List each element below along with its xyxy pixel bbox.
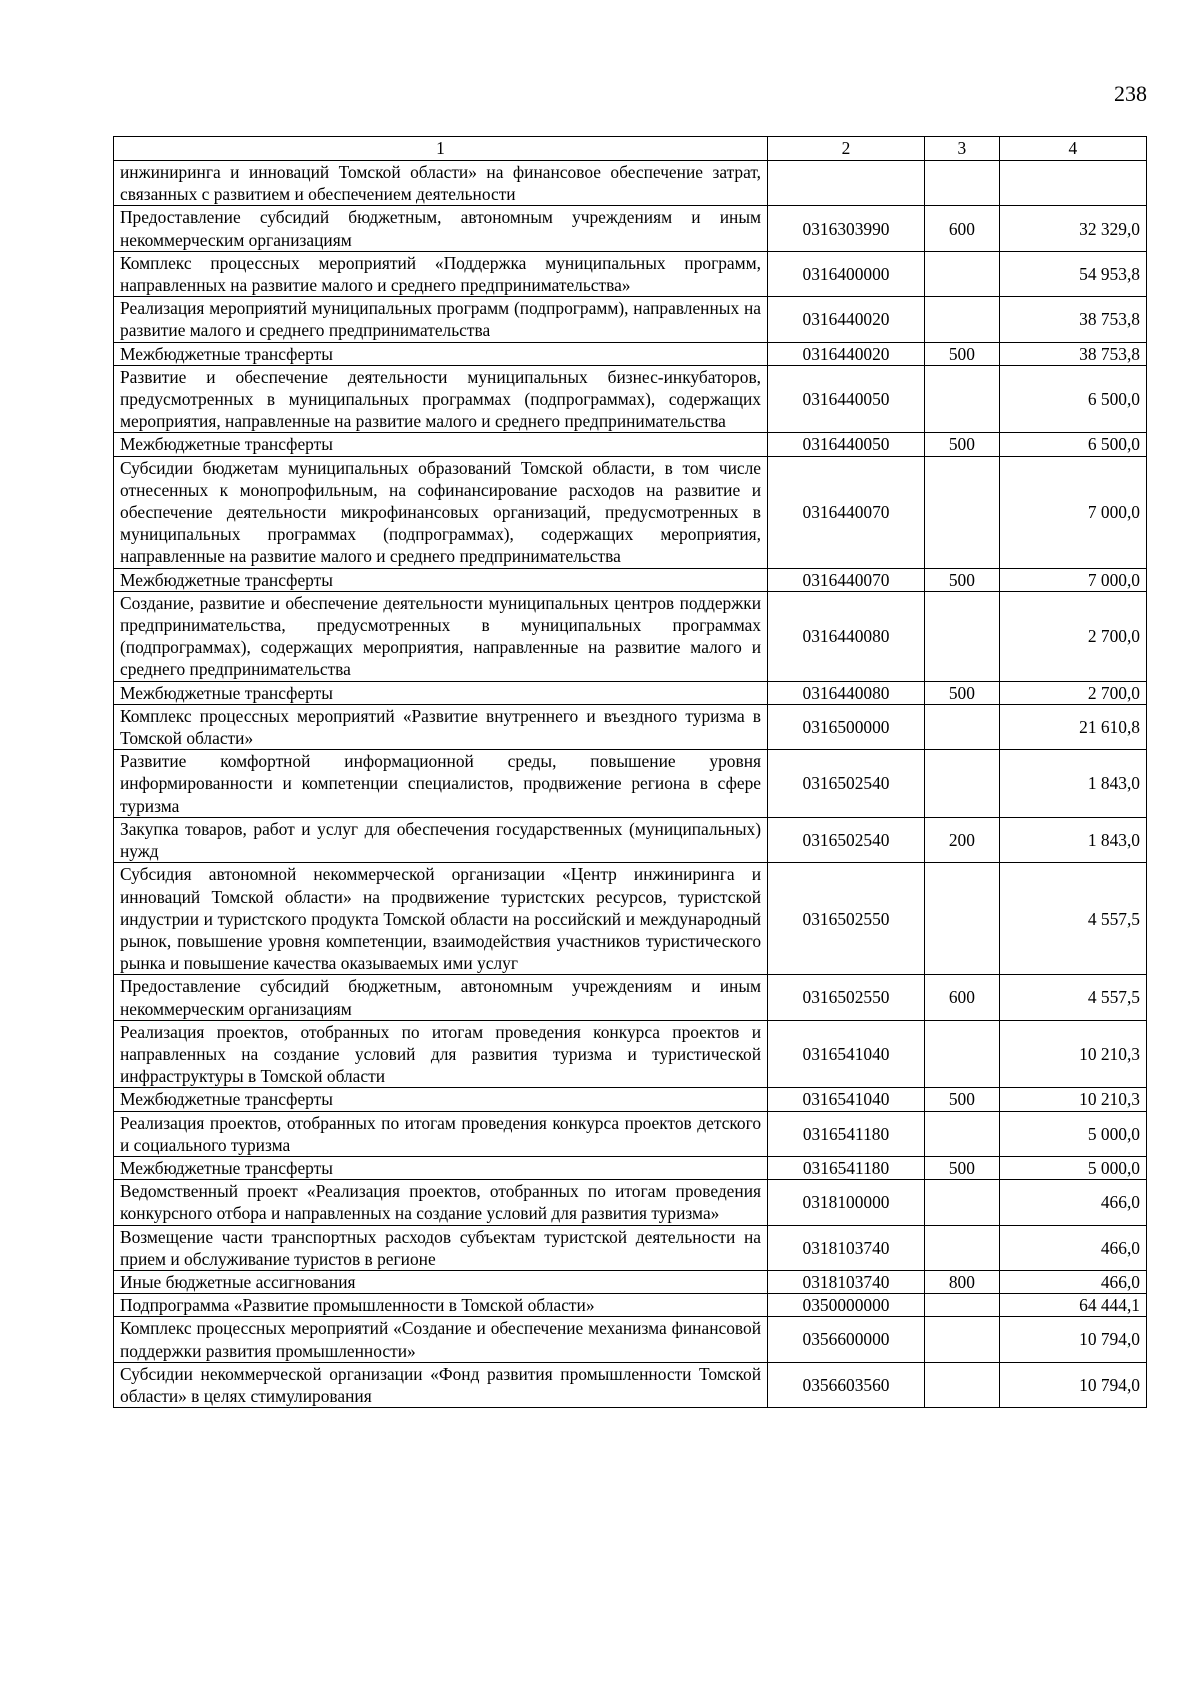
amount-cell: 1 843,0: [999, 817, 1146, 862]
row-name-cell: инжиниринга и инноваций Томской области» на финансовое обеспечение затрат, связанных с развитием и обеспечением деятельности: [114, 161, 768, 206]
code-cell: 0316440020: [768, 297, 925, 342]
expense-type-cell: [925, 1294, 1000, 1317]
table-row: [114, 297, 1147, 342]
table-row: [114, 975, 1147, 1020]
row-name-cell: Субсидия автономной некоммерческой организации «Центр инжиниринга и инноваций Томской области» на продвижение туристских ресурсов, туристской индустрии и туристского продукта Томской области на российский и международный рынок, повышение уровня компетенции, взаимодействия участников туристического рынка и повышение качества оказываемых ими услуг: [114, 863, 768, 975]
row-name-cell: Иные бюджетные ассигнования: [114, 1270, 768, 1293]
table-row: [114, 342, 1147, 365]
expense-type-cell: 600: [925, 206, 1000, 251]
expense-type-cell: 200: [925, 817, 1000, 862]
budget-table: [113, 136, 1147, 1408]
amount-cell: 64 444,1: [999, 1294, 1146, 1317]
amount-cell: 2 700,0: [999, 681, 1146, 704]
row-name-cell: Комплекс процессных мероприятий «Поддержка муниципальных программ, направленных на развитие малого и среднего предпринимательства»: [114, 251, 768, 296]
column-header: 1: [114, 137, 768, 161]
expense-type-cell: [925, 591, 1000, 681]
amount-cell: 5 000,0: [999, 1111, 1146, 1156]
table-row: [114, 1180, 1147, 1225]
amount-cell: 7 000,0: [999, 568, 1146, 591]
table-row: [114, 1111, 1147, 1156]
expense-type-cell: [925, 863, 1000, 975]
code-cell: 0318103740: [768, 1270, 925, 1293]
table-row: [114, 750, 1147, 818]
table-row: [114, 863, 1147, 975]
row-name-cell: Межбюджетные трансферты: [114, 342, 768, 365]
amount-cell: 10 794,0: [999, 1362, 1146, 1407]
code-cell: 0316440080: [768, 591, 925, 681]
table-row: [114, 1362, 1147, 1407]
column-header: 4: [999, 137, 1146, 161]
row-name-cell: Межбюджетные трансферты: [114, 1088, 768, 1111]
row-name-cell: Реализация проектов, отобранных по итогам проведения конкурса проектов детского и социального туризма: [114, 1111, 768, 1156]
table-body: [114, 161, 1147, 1408]
code-cell: 0316400000: [768, 251, 925, 296]
row-name-cell: Комплекс процессных мероприятий «Развитие внутреннего и въездного туризма в Томской области»: [114, 704, 768, 749]
code-cell: 0316541040: [768, 1020, 925, 1088]
table-row: [114, 1270, 1147, 1293]
row-name-cell: Предоставление субсидий бюджетным, автономным учреждениям и иным некоммерческим организациям: [114, 206, 768, 251]
row-name-cell: Развитие и обеспечение деятельности муниципальных бизнес-инкубаторов, предусмотренных в муниципальных программах (подпрограммах), содержащих мероприятия, направленные на развитие малого и среднего предпринимательства: [114, 365, 768, 433]
expense-type-cell: [925, 1317, 1000, 1362]
expense-type-cell: [925, 1180, 1000, 1225]
code-cell: 0356600000: [768, 1317, 925, 1362]
expense-type-cell: [925, 1225, 1000, 1270]
row-name-cell: Межбюджетные трансферты: [114, 568, 768, 591]
code-cell: 0316541180: [768, 1111, 925, 1156]
code-cell: [768, 161, 925, 206]
amount-cell: 38 753,8: [999, 342, 1146, 365]
table-row: [114, 456, 1147, 568]
amount-cell: [999, 161, 1146, 206]
row-name-cell: Развитие комфортной информационной среды, повышение уровня информированности и компетенции специалистов, продвижение региона в сфере туризма: [114, 750, 768, 818]
code-cell: 0356603560: [768, 1362, 925, 1407]
row-name-cell: Подпрограмма «Развитие промышленности в Томской области»: [114, 1294, 768, 1317]
code-cell: 0316440080: [768, 681, 925, 704]
table-row: [114, 1294, 1147, 1317]
table-row: [114, 704, 1147, 749]
expense-type-cell: 500: [925, 681, 1000, 704]
code-cell: 0316303990: [768, 206, 925, 251]
table-row: [114, 1317, 1147, 1362]
table-row: [114, 1088, 1147, 1111]
table-row: [114, 681, 1147, 704]
code-cell: 0316541040: [768, 1088, 925, 1111]
expense-type-cell: 600: [925, 975, 1000, 1020]
expense-type-cell: 500: [925, 1156, 1000, 1179]
expense-type-cell: [925, 297, 1000, 342]
table-row: [114, 1225, 1147, 1270]
expense-type-cell: 800: [925, 1270, 1000, 1293]
amount-cell: 466,0: [999, 1270, 1146, 1293]
row-name-cell: Межбюджетные трансферты: [114, 1156, 768, 1179]
amount-cell: 6 500,0: [999, 433, 1146, 456]
code-cell: 0316541180: [768, 1156, 925, 1179]
row-name-cell: Ведомственный проект «Реализация проектов, отобранных по итогам проведения конкурсного отбора и направленных на создание условий для развития туризма»: [114, 1180, 768, 1225]
row-name-cell: Предоставление субсидий бюджетным, автономным учреждениям и иным некоммерческим организациям: [114, 975, 768, 1020]
column-header: 2: [768, 137, 925, 161]
expense-type-cell: 500: [925, 568, 1000, 591]
expense-type-cell: 500: [925, 433, 1000, 456]
amount-cell: 5 000,0: [999, 1156, 1146, 1179]
code-cell: 0350000000: [768, 1294, 925, 1317]
code-cell: 0316500000: [768, 704, 925, 749]
code-cell: 0316440070: [768, 456, 925, 568]
column-header: 3: [925, 137, 1000, 161]
row-name-cell: Комплекс процессных мероприятий «Создание и обеспечение механизма финансовой поддержки развития промышленности»: [114, 1317, 768, 1362]
expense-type-cell: 500: [925, 1088, 1000, 1111]
code-cell: 0316440070: [768, 568, 925, 591]
table-row: [114, 817, 1147, 862]
expense-type-cell: [925, 365, 1000, 433]
row-name-cell: Реализация проектов, отобранных по итогам проведения конкурса проектов и направленных на создание условий для развития туризма и туристической инфраструктуры в Томской области: [114, 1020, 768, 1088]
code-cell: 0316502550: [768, 975, 925, 1020]
row-name-cell: Реализация мероприятий муниципальных программ (подпрограмм), направленных на развитие малого и среднего предпринимательства: [114, 297, 768, 342]
row-name-cell: Субсидии бюджетам муниципальных образований Томской области, в том числе отнесенных к монопрофильным, на софинансирование расходов на развитие и обеспечение деятельности микрофинансовых организаций, предусмотренных в муниципальных программах (подпрограммах), содержащих мероприятия, направленные на развитие малого и среднего предпринимательства: [114, 456, 768, 568]
expense-type-cell: [925, 1111, 1000, 1156]
amount-cell: 54 953,8: [999, 251, 1146, 296]
amount-cell: 10 210,3: [999, 1020, 1146, 1088]
table-row: [114, 365, 1147, 433]
amount-cell: 6 500,0: [999, 365, 1146, 433]
expense-type-cell: 500: [925, 342, 1000, 365]
row-name-cell: Создание, развитие и обеспечение деятельности муниципальных центров поддержки предпринимательства, предусмотренных в муниципальных программах (подпрограммах), содержащих мероприятия, направленные на развитие малого и среднего предпринимательства: [114, 591, 768, 681]
amount-cell: 7 000,0: [999, 456, 1146, 568]
expense-type-cell: [925, 704, 1000, 749]
expense-type-cell: [925, 1362, 1000, 1407]
code-cell: 0316440020: [768, 342, 925, 365]
table-row: [114, 568, 1147, 591]
row-name-cell: Межбюджетные трансферты: [114, 433, 768, 456]
amount-cell: 21 610,8: [999, 704, 1146, 749]
expense-type-cell: [925, 1020, 1000, 1088]
code-cell: 0316502540: [768, 817, 925, 862]
row-name-cell: Межбюджетные трансферты: [114, 681, 768, 704]
expense-type-cell: [925, 161, 1000, 206]
table-row: [114, 206, 1147, 251]
amount-cell: 32 329,0: [999, 206, 1146, 251]
code-cell: 0318100000: [768, 1180, 925, 1225]
page-number: 238: [1114, 81, 1147, 106]
code-cell: 0316502540: [768, 750, 925, 818]
code-cell: 0316502550: [768, 863, 925, 975]
code-cell: 0316440050: [768, 365, 925, 433]
amount-cell: 466,0: [999, 1225, 1146, 1270]
amount-cell: 38 753,8: [999, 297, 1146, 342]
table-row: [114, 1020, 1147, 1088]
amount-cell: 10 210,3: [999, 1088, 1146, 1111]
amount-cell: 2 700,0: [999, 591, 1146, 681]
row-name-cell: Закупка товаров, работ и услуг для обеспечения государственных (муниципальных) нужд: [114, 817, 768, 862]
table-row: [114, 251, 1147, 296]
table-header-row: [114, 137, 1147, 161]
code-cell: 0318103740: [768, 1225, 925, 1270]
amount-cell: 1 843,0: [999, 750, 1146, 818]
amount-cell: 466,0: [999, 1180, 1146, 1225]
amount-cell: 4 557,5: [999, 975, 1146, 1020]
amount-cell: 4 557,5: [999, 863, 1146, 975]
expense-type-cell: [925, 456, 1000, 568]
table-row: [114, 433, 1147, 456]
table-row: [114, 591, 1147, 681]
table-row: [114, 1156, 1147, 1179]
row-name-cell: Возмещение части транспортных расходов субъектам туристской деятельности на прием и обслуживание туристов в регионе: [114, 1225, 768, 1270]
table-row: [114, 161, 1147, 206]
code-cell: 0316440050: [768, 433, 925, 456]
expense-type-cell: [925, 750, 1000, 818]
amount-cell: 10 794,0: [999, 1317, 1146, 1362]
row-name-cell: Субсидии некоммерческой организации «Фонд развития промышленности Томской области» в целях стимулирования: [114, 1362, 768, 1407]
expense-type-cell: [925, 251, 1000, 296]
